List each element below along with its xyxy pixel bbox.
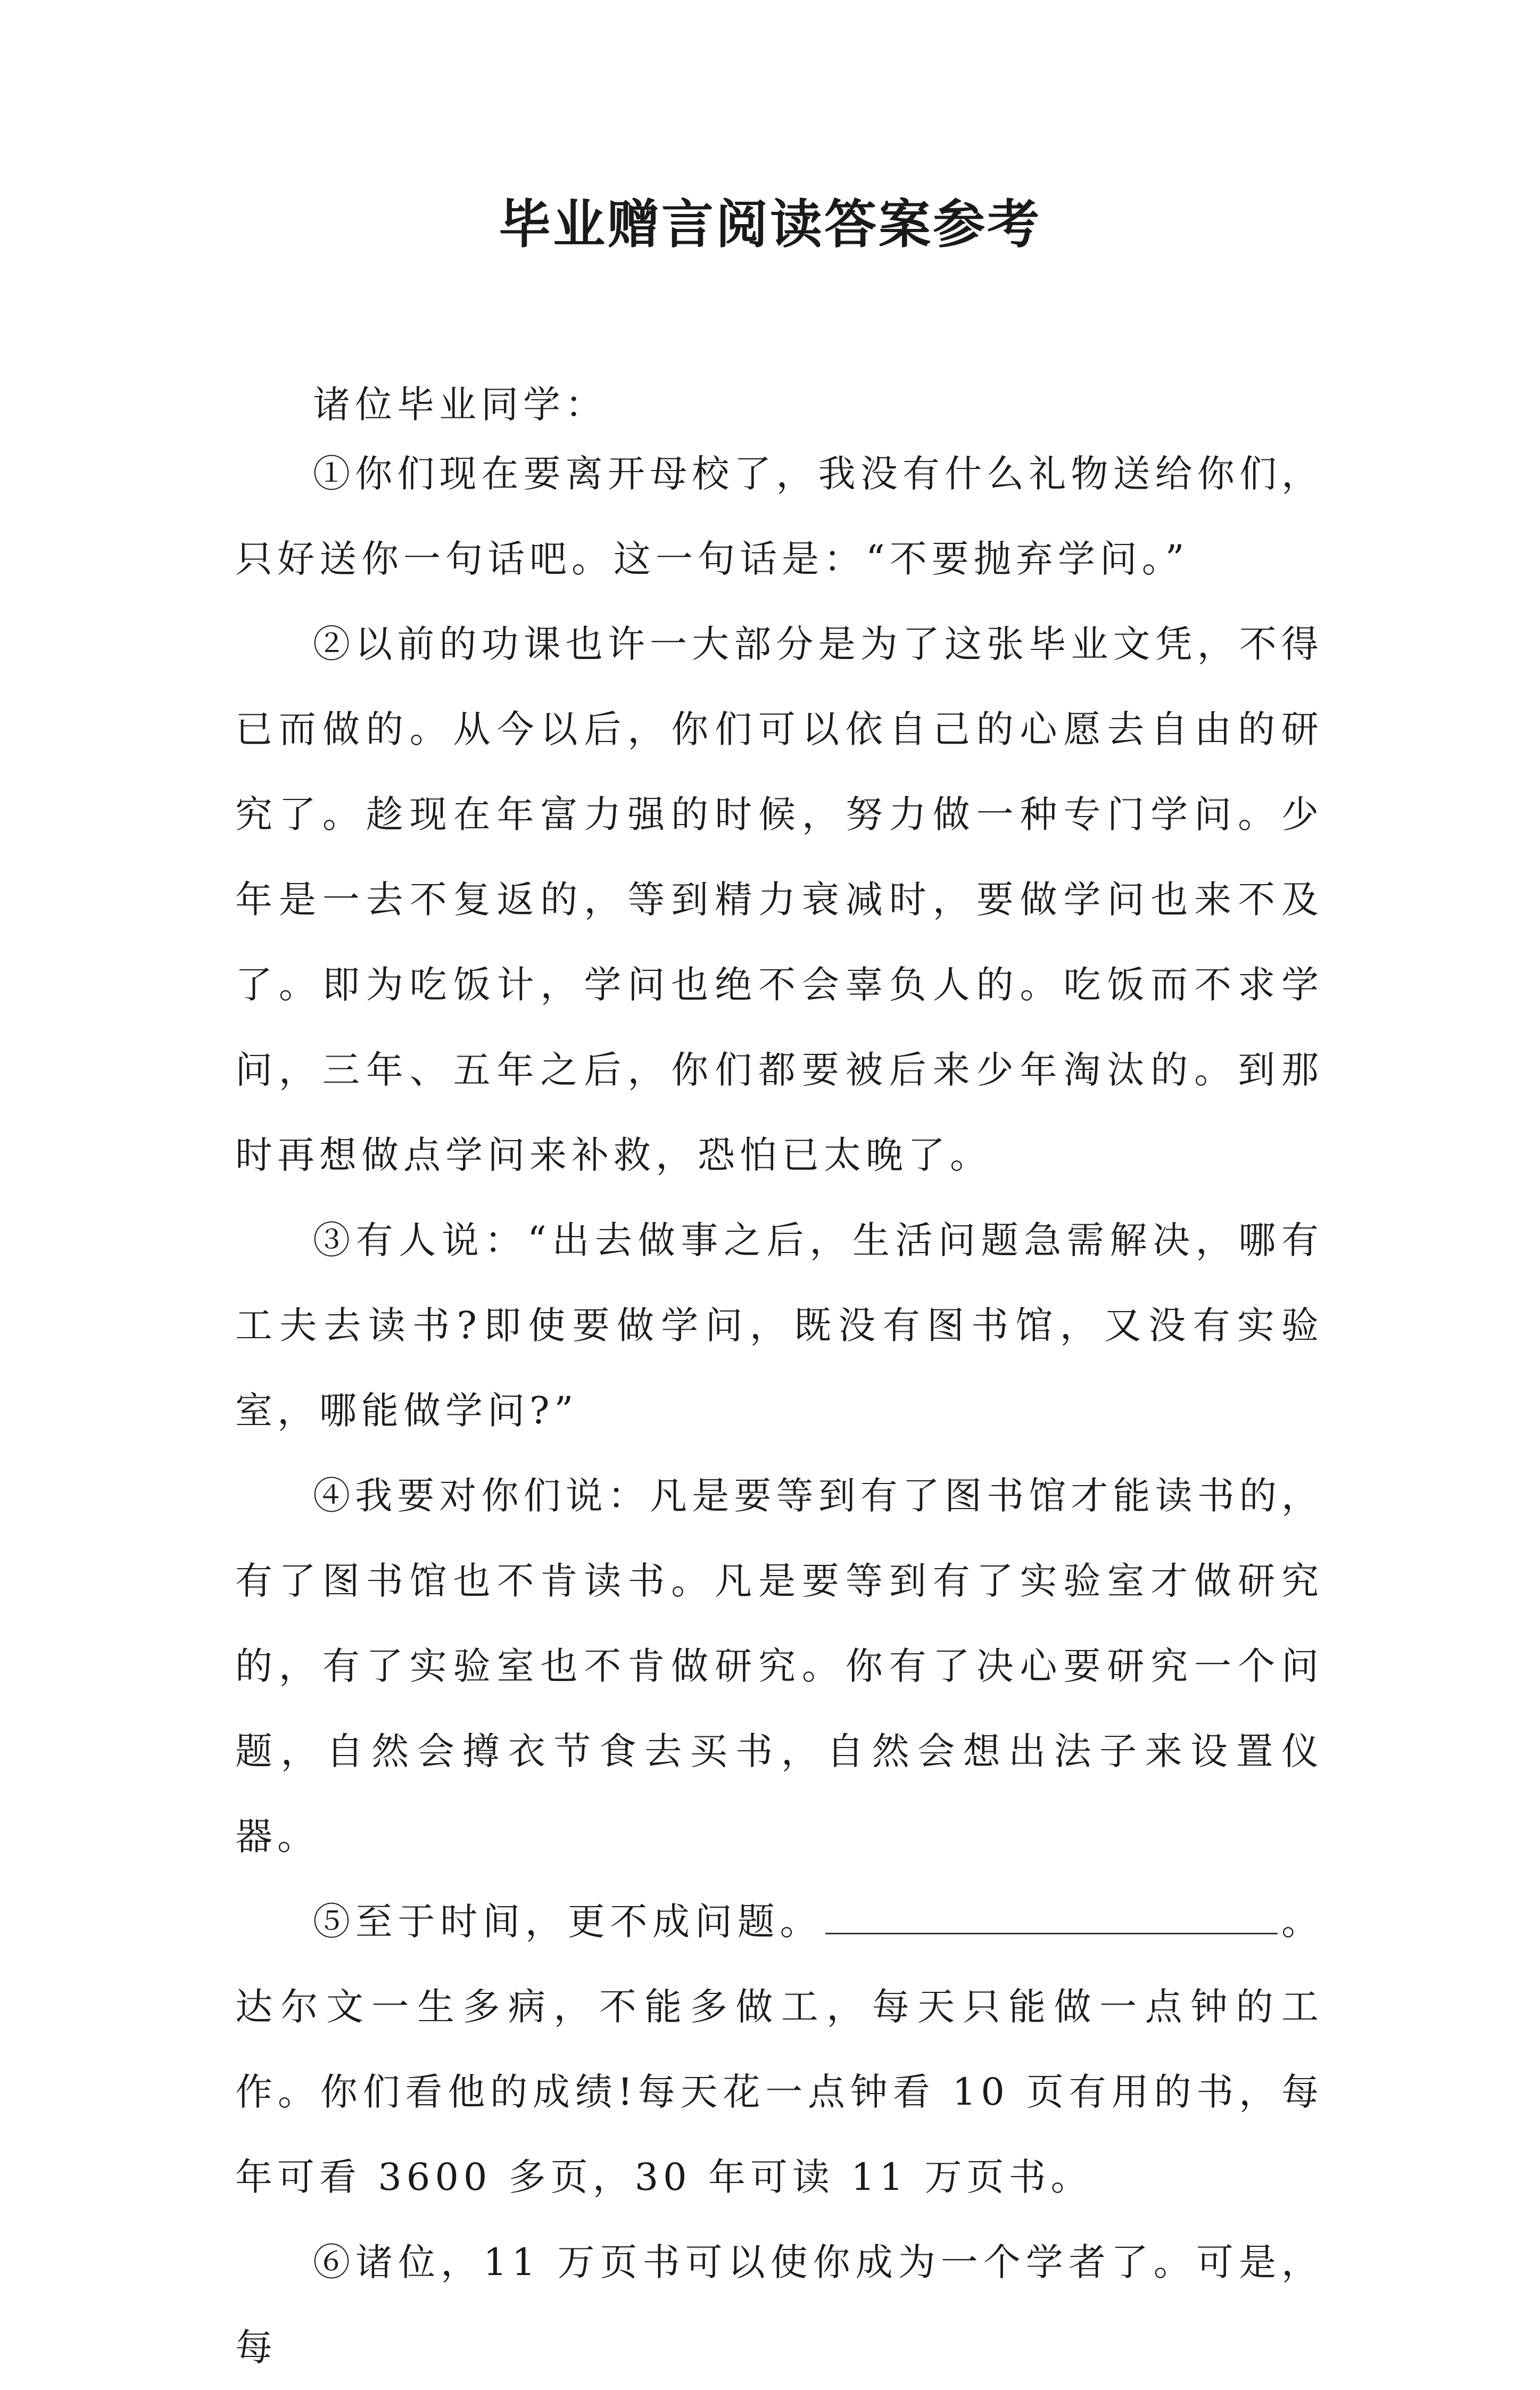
paragraph-2: ②以前的功课也许一大部分是为了这张毕业文凭，不得已而做的。从今以后，你们可以依自己的心愿去自由的研究了。趁现在年富力强的时候，努力做一种专门学问。少年是一去不复返的，等到精力衰减时，要做学问也来不及了。即为吃饭计，学问也绝不会辜负人的。吃饭而不求学问，三年、五年之后，你们都要被后来少年淘汰的。到那时再想做点学问来补救，恐怕已太晚了。 (235, 622, 1323, 1177)
paragraph-1: ①你们现在要离开母校了，我没有什么礼物送给你们，只好送你一句话吧。这一句话是：“不要抛弃学问。” (235, 452, 1323, 581)
salutation: 诸位毕业同学： (313, 383, 607, 426)
paragraph-5 (235, 1879, 1323, 2220)
paragraph-4: ④我要对你们说：凡是要等到有了图书馆才能读书的，有了图书馆也不肯读书。凡是要等到有了实验室才做研究的，有了实验室也不肯做研究。你有了决心要研究一个问题，自然会撙衣节食去买书，自然会想出法子来设置仪器。 (235, 1474, 1323, 1858)
paragraph-5-part-2: 。达尔文一生多病，不能多做工，每天只能做一点钟的工作。你们看他的成绩!每天花一点钟看 10 页有用的书，每年可看 3600 多页，30 年可读 11 万页书。 (235, 1900, 1324, 2199)
fill-in-blank (825, 1901, 1278, 1934)
document-title: 毕业赠言阅读答案参考 (498, 194, 1041, 255)
paragraph-5-part-1: ⑤至于时间，更不成问题。 (313, 1900, 823, 1943)
paragraph-3: ③有人说：“出去做事之后，生活问题急需解决，哪有工夫去读书?即使要做学问，既没有图书馆，又没有实验室，哪能做学问?” (235, 1218, 1323, 1432)
document-body (235, 431, 1323, 2390)
paragraph-6: ⑥诸位，11 万页书可以使你成为一个学者了。可是，每 (235, 2240, 1323, 2369)
